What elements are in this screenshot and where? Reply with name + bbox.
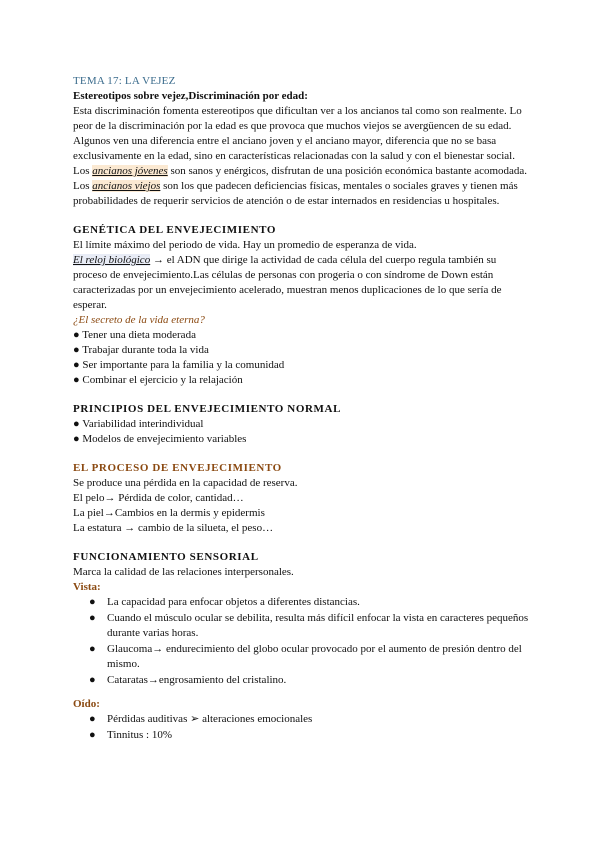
subheading-vista: Vista: bbox=[73, 581, 101, 593]
bullet-dot: ● bbox=[89, 713, 96, 725]
text-suffix: son sanos y enérgicos, disfrutan de una posición económica bastante acomodada. bbox=[167, 165, 528, 177]
list-item bbox=[73, 642, 533, 672]
bullet-dot: ● bbox=[89, 596, 96, 608]
document-title: TEMA 17: LA VEJEZ bbox=[73, 75, 176, 87]
bullet-dot: ● bbox=[89, 674, 96, 686]
text-prefix: Los bbox=[73, 180, 93, 192]
section-heading-principios: PRINCIPIOS DEL ENVEJECIMIENTO NORMAL bbox=[73, 403, 342, 415]
list-item: ● Variabilidad interindividual bbox=[73, 418, 204, 430]
section-heading-estereotipos: Estereotipos sobre vejez,Discriminación por edad: bbox=[73, 90, 308, 102]
section-heading-genetica: GENÉTICA DEL ENVEJECIMIENTO bbox=[73, 224, 277, 236]
section-heading-proceso: EL PROCESO DE ENVEJECIMIENTO bbox=[73, 462, 282, 474]
paragraph-limite: El límite máximo del periodo de vida. Hay un promedio de esperanza de vida. bbox=[73, 239, 417, 251]
bullet-dot: ● bbox=[89, 729, 96, 741]
paragraph-line: La piel→Cambios en la dermis y epidermis bbox=[73, 507, 265, 519]
list-item bbox=[73, 595, 533, 610]
list-item-text: Tinnitus : 10% bbox=[107, 729, 173, 741]
text-prefix: Los bbox=[73, 165, 93, 177]
list-item bbox=[73, 611, 533, 641]
text-suffix: son los que padecen deficiencias físicas, mentales o sociales graves y tienen más probabilidades de requerir servicios de atención o de estar internados en residencias u hospitales. bbox=[73, 180, 518, 207]
list-item-text: Glaucoma→ endurecimiento del globo ocular provocado por el aumento de presión dentro del mismo. bbox=[107, 643, 522, 670]
highlighted-term: ancianos jóvenes bbox=[92, 165, 168, 177]
paragraph-discriminacion: Esta discriminación fomenta estereotipos que dificultan ver a los ancianos tal como son realmente. Lo peor de la discriminación por la edad es que provoca que muchos viejos se avergüencen de su edad. Algunos ven una diferencia entre el anciano joven y el anciano mayor, diferencia que no se basa exclusivamente en la edad, sino en características relacionadas con la salud y con el bienestar social. bbox=[73, 105, 522, 162]
list-item-text: Cuando el músculo ocular se debilita, resulta más difícil enfocar la vista en caracteres pequeños durante varias horas. bbox=[107, 612, 529, 639]
oido-list bbox=[73, 712, 533, 743]
vista-list bbox=[73, 595, 533, 688]
paragraph-ancianos-jovenes bbox=[73, 164, 533, 179]
bullet-dot: ● bbox=[89, 612, 96, 624]
list-item: ● Combinar el ejercicio y la relajación bbox=[73, 374, 243, 386]
subheading-oido: Oído: bbox=[73, 698, 100, 710]
highlighted-term: ancianos viejos bbox=[92, 180, 161, 192]
list-item-text: Cataratas→engrosamiento del cristalino. bbox=[107, 674, 287, 686]
list-item: ● Ser importante para la familia y la comunidad bbox=[73, 359, 285, 371]
question-heading: ¿El secreto de la vida eterna? bbox=[73, 314, 205, 326]
list-item-text: La capacidad para enfocar objetos a diferentes distancias. bbox=[107, 596, 360, 608]
list-item: ● Tener una dieta moderada bbox=[73, 329, 196, 341]
list-item: ● Trabajar durante toda la vida bbox=[73, 344, 209, 356]
list-item bbox=[73, 673, 533, 688]
list-item-text: Pérdidas auditivas ➢ alteraciones emocionales bbox=[107, 713, 313, 725]
highlighted-term: El reloj biológico bbox=[73, 254, 151, 266]
section-heading-sensorial: FUNCIONAMIENTO SENSORIAL bbox=[73, 551, 259, 563]
paragraph-reloj bbox=[73, 253, 533, 313]
paragraph-line: El pelo→ Pérdida de color, cantidad… bbox=[73, 492, 244, 504]
list-item bbox=[73, 712, 533, 727]
text-suffix: → el ADN que dirige la actividad de cada célula del cuerpo regula también su proceso de envejecimiento.Las células de personas con progeria o con síndrome de Down están caracterizadas por un envejecimiento acelerado, muestran menos duplicaciones de lo que sería de esperar. bbox=[73, 254, 502, 311]
document-page bbox=[73, 74, 533, 744]
paragraph-line: Se produce una pérdida en la capacidad de reserva. bbox=[73, 477, 298, 489]
paragraph-intro: Marca la calidad de las relaciones interpersonales. bbox=[73, 566, 294, 578]
list-item bbox=[73, 728, 533, 743]
paragraph-ancianos-viejos bbox=[73, 179, 533, 209]
bullet-dot: ● bbox=[89, 643, 96, 655]
list-item: ● Modelos de envejecimiento variables bbox=[73, 433, 247, 445]
paragraph-line: La estatura → cambio de la silueta, el peso… bbox=[73, 522, 274, 534]
